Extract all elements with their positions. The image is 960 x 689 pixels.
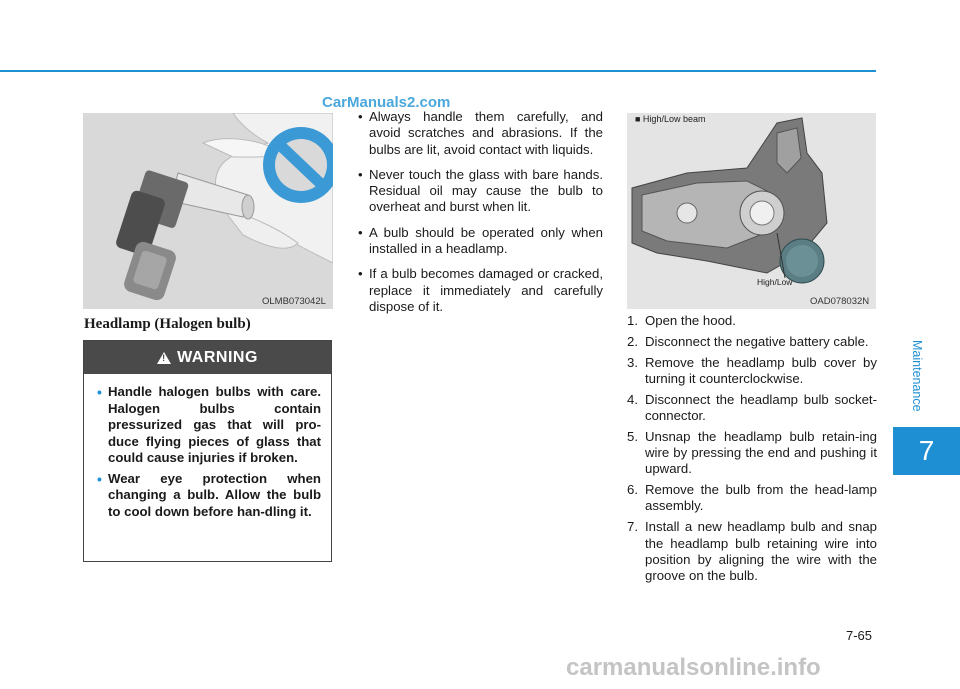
warning-item: • Wear eye protection when changing a bulb. Allow the bulb to cool down before han-dling it. bbox=[98, 471, 321, 521]
step-item: 3. Remove the headlamp bulb cover by turning it counterclockwise. bbox=[627, 354, 877, 386]
chapter-tab: 7 bbox=[893, 427, 960, 475]
right-image-code: OAD078032N bbox=[810, 296, 870, 307]
caution-item: • If a bulb becomes damaged or cracked, replace it immediately and carefully dispose of it. bbox=[355, 266, 603, 315]
watermark-bottom[interactable]: carmanualsonline.info bbox=[566, 654, 821, 681]
step-item: 6. Remove the bulb from the head-lamp assembly. bbox=[627, 482, 877, 514]
page-number: 7-65 bbox=[846, 628, 873, 643]
header-rule bbox=[0, 70, 876, 72]
hand-bulb-illustration bbox=[83, 113, 333, 309]
step-item: 2. Disconnect the negative battery cable. bbox=[627, 333, 869, 349]
warning-header bbox=[84, 341, 331, 374]
left-image-code: OLMB073042L bbox=[262, 296, 326, 307]
step-item: 1. Open the hood. bbox=[627, 313, 736, 328]
chapter-side-label: Maintenance bbox=[910, 340, 924, 412]
procedure-steps bbox=[627, 313, 877, 589]
headlamp-assembly-image bbox=[627, 113, 876, 309]
caution-item: • Never touch the glass with bare hands. Residual oil may cause the bulb to overheat and burst when lit. bbox=[355, 167, 603, 216]
step-item: 5. Unsnap the headlamp bulb retain-ing wire by pressing the end and pushing it upward. bbox=[627, 428, 877, 477]
caution-item: • Always handle them carefully, and avoid scratches and abrasions. If the bulbs are lit, avoid contact with liquids. bbox=[355, 109, 603, 158]
caution-item: • A bulb should be operated only when installed in a headlamp. bbox=[355, 225, 603, 258]
halogen-bulb-photo bbox=[83, 113, 333, 309]
warning-triangle-icon bbox=[157, 352, 171, 364]
warning-title: WARNING bbox=[177, 348, 258, 366]
watermark-top[interactable]: CarManuals2.com bbox=[322, 94, 451, 111]
high-low-callout: High/Low bbox=[757, 277, 793, 287]
section-title: Headlamp (Halogen bulb) bbox=[84, 316, 251, 332]
headlamp-illustration bbox=[627, 113, 876, 309]
step-item: 7. Install a new headlamp bulb and snap the headlamp bulb retaining wire into position by aligning the wire with the groove on the bulb. bbox=[627, 519, 877, 584]
caution-list bbox=[355, 109, 603, 324]
warning-item: • Handle halogen bulbs with care. Halogen bulbs contain pressurized gas that will pro-duce flying pieces of glass that could cause injuries if broken. bbox=[98, 384, 321, 467]
warning-list bbox=[84, 374, 331, 520]
beam-caption: ■ High/Low beam bbox=[635, 114, 706, 124]
step-item: 4. Disconnect the headlamp bulb socket-connector. bbox=[627, 391, 877, 423]
warning-box bbox=[83, 340, 332, 562]
